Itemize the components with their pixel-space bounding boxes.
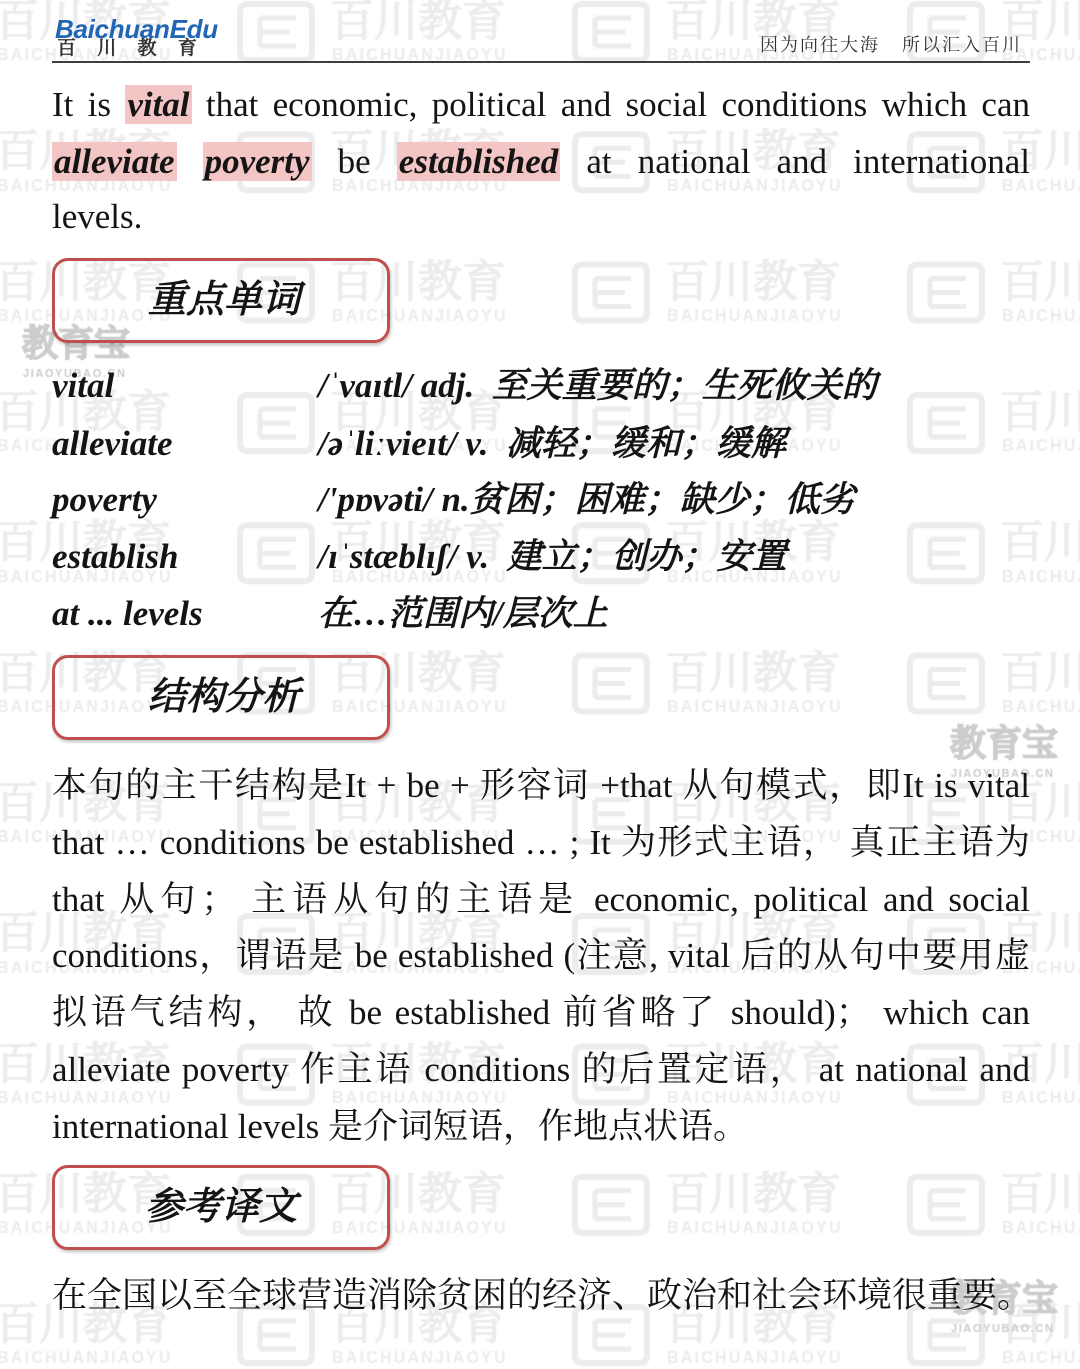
sentence-text: It is bbox=[52, 85, 112, 124]
highlight-established: established bbox=[398, 142, 559, 181]
highlight-alleviate: alleviate bbox=[54, 142, 175, 181]
header-slogan bbox=[760, 34, 1022, 56]
vocab-word: establish bbox=[52, 537, 179, 576]
vocab-word: vital bbox=[52, 366, 115, 405]
highlight-poverty: poverty bbox=[204, 142, 310, 181]
analysis-line: 本句的主干结构是It + be + 形容词 +that 从句模式，即It is vital bbox=[52, 766, 1030, 805]
sentence-line-1 bbox=[52, 80, 1030, 130]
vocab-definition: /'pɒvəti/ n.贫困；困难；缺少；低劣 bbox=[318, 480, 855, 519]
vocab-definition: /ˈvaɪtl/ adj. 至关重要的；生死攸关的 bbox=[318, 366, 877, 405]
slogan-part-2: 所以汇入百川 bbox=[902, 35, 1022, 55]
section-title-translation: 参考译文 bbox=[145, 1186, 298, 1228]
sentence-line-3: levels. bbox=[52, 197, 143, 236]
analysis-line: that 从句； 主语从句的主语是 economic, political and social bbox=[52, 880, 1030, 919]
vocab-word: poverty bbox=[52, 480, 157, 519]
vocab-word: alleviate bbox=[52, 424, 173, 463]
analysis-line: alleviate poverty 作主语 conditions 的后置定语， at national and bbox=[52, 1050, 1030, 1089]
sentence-line-2 bbox=[52, 137, 1030, 187]
logo-chinese: 百 川 教 育 bbox=[57, 38, 205, 59]
vocab-definition: /ɪˈstæblɪʃ/ v. 建立；创办；安置 bbox=[318, 537, 787, 576]
highlight-vital: vital bbox=[127, 85, 190, 124]
vocab-definition: 在…范围内/层次上 bbox=[318, 594, 608, 633]
logo-brand: BaichuanEdu bbox=[55, 14, 218, 44]
sentence-text: at national and international bbox=[586, 142, 1031, 181]
translation-text: 在全国以至全球营造消除贫困的经济、政治和社会环境很重要。 bbox=[52, 1276, 1033, 1315]
vocab-word: at ... levels bbox=[52, 594, 203, 633]
section-title-analysis: 结构分析 bbox=[148, 676, 301, 718]
sentence-text: that economic, political and social conditions which can bbox=[205, 85, 1030, 124]
analysis-line: that … conditions be established … ; It 为形式主语， 真正主语为 bbox=[52, 823, 1030, 862]
analysis-line: international levels 是介词短语，作地点状语。 bbox=[52, 1107, 749, 1146]
section-title-vocab: 重点单词 bbox=[148, 279, 301, 321]
slogan-part-1: 因为向往大海 bbox=[760, 35, 880, 55]
analysis-line: conditions，谓语是 be established (注意, vital 后的从句中要用虚 bbox=[52, 936, 1030, 975]
vocab-definition: /əˈliːvieɪt/ v. 减轻；缓和；缓解 bbox=[318, 424, 786, 463]
sentence-text: be bbox=[337, 142, 371, 181]
header-rule bbox=[52, 61, 1030, 63]
analysis-line: 拟语气结构， 故 be established 前省略了 should)； which can bbox=[52, 993, 1030, 1032]
